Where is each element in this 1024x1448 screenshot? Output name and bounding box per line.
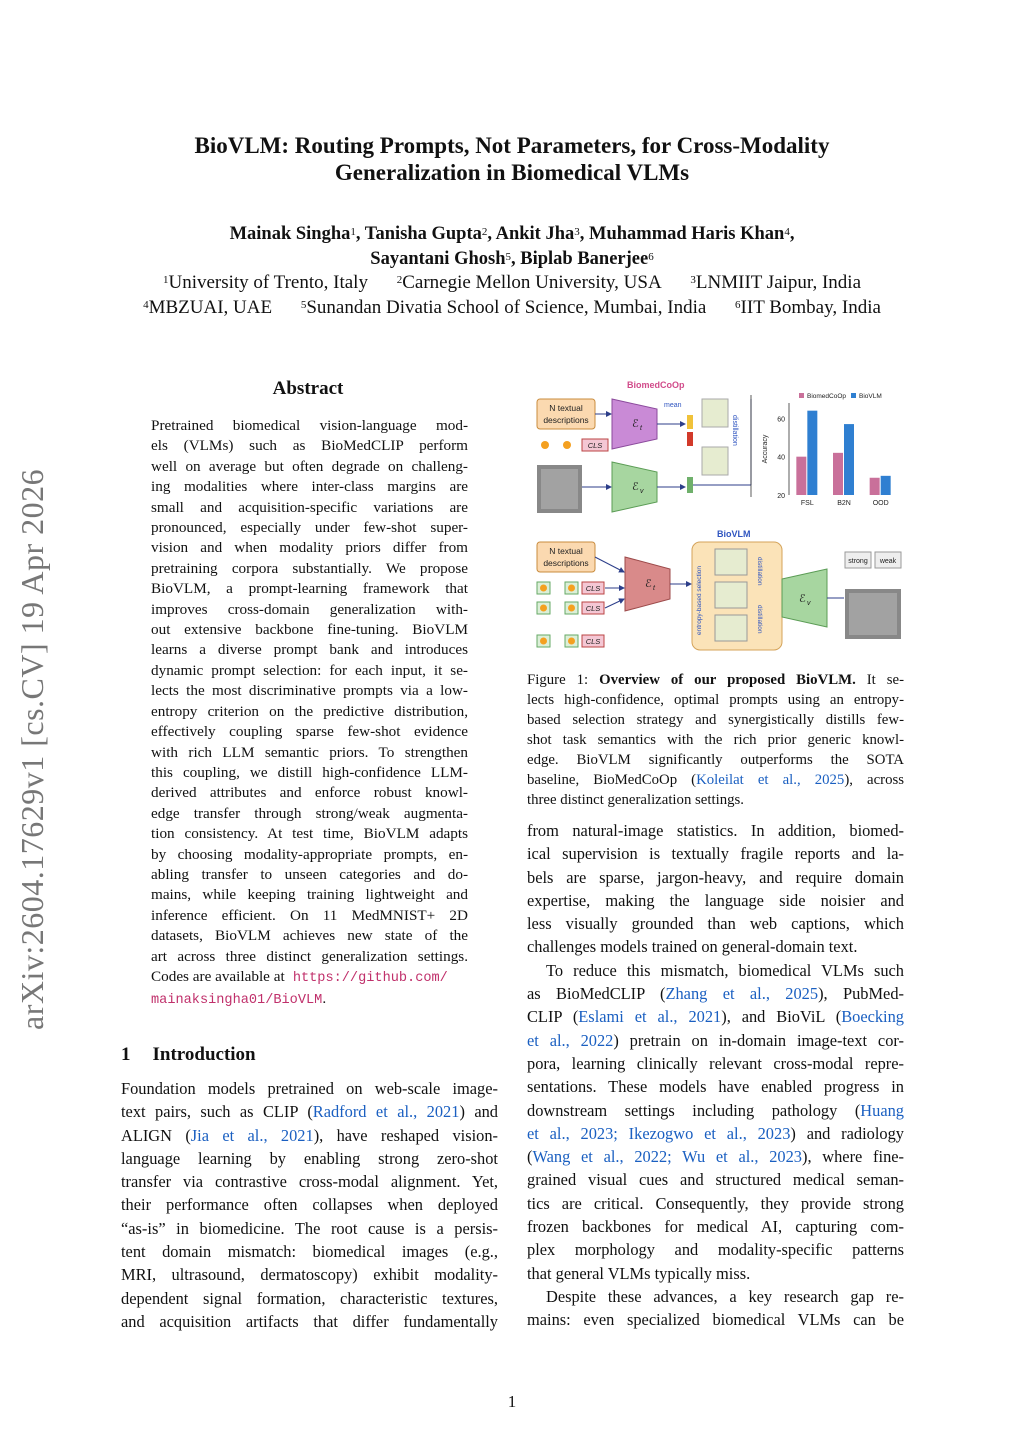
- text-span: grained visual cues and structured medical seman-: [527, 1170, 904, 1190]
- text-span: mains, while keeping training lightweight and: [151, 886, 468, 904]
- intro-column-left: [121, 1077, 498, 1333]
- bar-biomedcoop-b2n: [833, 453, 843, 495]
- svg-text:strong: strong: [848, 558, 868, 565]
- svg-text:N textual: N textual: [549, 546, 583, 556]
- text-span: by choosing modality-appropriate prompts, en-: [151, 845, 468, 863]
- text-line: [151, 824, 468, 844]
- text-span: inference efficient. On 11 MedMNIST+ 2D: [151, 906, 468, 924]
- svg-text:weak: weak: [879, 558, 897, 565]
- text-span: ), PubMed-: [818, 984, 904, 1004]
- caption-text: based selection strategy and synergistically distills few-: [527, 712, 904, 728]
- prompt-flame-icon: [541, 441, 549, 449]
- text-span: dynamic prompt selection: for each input, it se-: [151, 661, 468, 679]
- text-span: To reduce this mismatch, biomedical VLMs such: [546, 960, 904, 980]
- svg-text:descriptions: descriptions: [543, 415, 589, 425]
- page-number: 1: [507, 1392, 517, 1411]
- svg-text:CLS: CLS: [585, 584, 601, 593]
- text-span: this coupling, we distill high-confidence LLM-: [151, 763, 468, 781]
- text-line: [121, 1240, 498, 1263]
- section-number: 1: [121, 1044, 131, 1065]
- svg-text:distillation: distillation: [731, 415, 738, 446]
- text-line: [527, 1005, 904, 1028]
- title-line-2: Generalization in Biomedical VLMs: [334, 160, 690, 185]
- author-sup: 6: [648, 251, 654, 263]
- affiliation: IIT Bombay, India: [740, 297, 881, 318]
- text-span: Codes are available at: [151, 967, 285, 985]
- text-line: [527, 1215, 904, 1238]
- paper-title: [100, 132, 924, 186]
- text-span: Foundation models pretrained on web-scale image-: [121, 1079, 498, 1098]
- author-sup: 1: [350, 226, 356, 238]
- affil-sup: 4: [143, 299, 149, 311]
- citation-link[interactable]: et al., 2022: [527, 1030, 614, 1050]
- bar-biomedcoop-ood: [870, 478, 880, 495]
- text-line: mainaksingha01/BioVLM.: [151, 990, 327, 1009]
- text-span: out extensive backbone fine-tuning. BioVLM: [151, 621, 468, 639]
- text-line: [121, 1170, 498, 1193]
- text-line: [151, 804, 468, 824]
- code-url[interactable]: mainaksingha01/BioVLM: [151, 993, 323, 1009]
- text-span: art across three distinct generalization settings.: [151, 947, 468, 965]
- text-span: text pairs, such as CLIP (: [121, 1102, 313, 1122]
- author-list: Mainak Singha$^1$, Tanisha Gupta$^2$, Ankit Jha$^3$, Muhammad Haris Khan$^4$, Sayantani Ghosh$^5$, Biplab Banerjee$^6$: [229, 224, 795, 269]
- section-heading: [121, 1044, 256, 1066]
- citation-link[interactable]: Jia et al., 2021: [190, 1125, 314, 1145]
- citation-link[interactable]: Wang et al., 2022; Wu et al., 2023: [532, 1147, 802, 1167]
- text-line: [121, 1310, 498, 1333]
- abstract-body: [151, 416, 468, 1012]
- text-line: [121, 1077, 498, 1100]
- text-span: as BioMedCLIP (: [527, 984, 666, 1004]
- affiliation: University of Trento, Italy: [168, 272, 368, 293]
- text-span: sentations. These models have enabled progress in: [527, 1077, 904, 1097]
- bar-biovlm-fsl: [807, 411, 817, 495]
- svg-text:mean: mean: [664, 402, 682, 409]
- caption-text: edge. BioVLM significantly outperforms the SOTA: [527, 752, 904, 768]
- caption-label: Figure 1:: [527, 672, 589, 688]
- svg-text:distillation: distillation: [756, 605, 763, 634]
- text-line: [527, 1308, 904, 1331]
- text-span: challenges models trained on general-domain text.: [527, 937, 858, 957]
- svg-text:v: v: [807, 600, 811, 607]
- text-line: [527, 1145, 904, 1168]
- text-span: their performance often collapses when deployed: [121, 1195, 498, 1215]
- text-line: [527, 1238, 904, 1261]
- text-line: [121, 1147, 498, 1170]
- text-span: ) and radiology: [790, 1123, 904, 1143]
- text-line: [151, 477, 468, 497]
- author-sup: 2: [481, 226, 488, 238]
- author-name: Muhammad Haris Khan: [589, 224, 785, 244]
- text-span: less visually grounded than web captions, which: [527, 914, 904, 934]
- citation-link[interactable]: et al., 2023; Ikezogwo et al., 2023: [527, 1123, 791, 1143]
- text-line: [151, 640, 468, 660]
- author-name: Mainak Singha: [229, 224, 351, 244]
- text-line: [151, 722, 468, 742]
- accuracy-bar-chart: [762, 393, 891, 507]
- text-line: [151, 457, 468, 477]
- svg-text:ℰ: ℰ: [645, 578, 652, 590]
- y-axis-label: Accuracy: [762, 434, 769, 464]
- text-line: [527, 1029, 904, 1052]
- svg-text:distillation: distillation: [756, 557, 763, 586]
- svg-text:entropy-based selection: entropy-based selection: [696, 565, 703, 635]
- legend-swatch: [851, 393, 856, 398]
- text-span: with rich LLM semantic priors. To strengthen: [151, 743, 468, 761]
- text-span: and acquisition artifacts that differ fundamentally: [121, 1311, 498, 1331]
- citation-link[interactable]: Huang: [860, 1100, 904, 1120]
- text-span: ical supervision is textually fragile reports and la-: [527, 844, 904, 864]
- figure-caption: [527, 670, 904, 810]
- text-span: edge transfer through strong/weak augmenta-: [151, 804, 468, 822]
- text-line: [527, 982, 904, 1005]
- text-line: [151, 661, 468, 681]
- affiliation: Sunandan Divatia School of Science, Mumbai, India: [306, 297, 707, 318]
- text-span: entropy criterion on the predictive distribution,: [151, 702, 468, 720]
- text-line: [151, 559, 468, 579]
- intro-column-right: [527, 819, 904, 1332]
- caption-text: baseline, BioMedCoOp (: [527, 772, 697, 788]
- affil-sup: 3: [690, 274, 696, 286]
- affiliation: MBZUAI, UAE: [148, 297, 273, 318]
- text-line: [121, 1263, 498, 1286]
- text-span: dependent signal formation, characteristic textures,: [121, 1288, 498, 1308]
- text-span: ), where fine-: [801, 1147, 904, 1167]
- text-line: [527, 819, 904, 842]
- text-span: small and acquisition-specific variations are: [151, 498, 468, 516]
- text-span: that general VLMs typically miss.: [527, 1263, 751, 1283]
- affil-sup: 6: [735, 299, 741, 311]
- prompt-flame-icon: [563, 441, 571, 449]
- text-span: mains: even specialized biomedical VLMs can be: [527, 1310, 904, 1330]
- svg-text:descriptions: descriptions: [543, 558, 589, 568]
- citation-link[interactable]: Zhang et al., 2025: [665, 984, 819, 1004]
- text-line: [151, 865, 468, 885]
- svg-text:t: t: [640, 425, 642, 432]
- text-span: effectively coupling sparse few-shot evidence: [151, 723, 468, 741]
- svg-text:N textual: N textual: [549, 403, 583, 413]
- text-span: well on average but often degrade on challeng-: [151, 457, 468, 475]
- author-name: Tanisha Gupta: [364, 224, 482, 244]
- text-span: datasets, BioVLM achieves new state of the: [151, 927, 468, 945]
- text-span: learns a diverse prompt bank and introduces: [151, 641, 468, 659]
- author-sup: 5: [505, 251, 511, 263]
- text-line: [151, 436, 468, 456]
- text-line: [151, 947, 468, 967]
- figure-1-graphic: [527, 377, 907, 660]
- author-name: Biplab Banerjee: [520, 249, 649, 269]
- affiliation: Carnegie Mellon University, USA: [402, 272, 662, 293]
- text-line: [151, 702, 468, 722]
- text-span: transfer via contrastive cross-modal alignment. Yet,: [121, 1172, 498, 1192]
- text-line: [527, 1122, 904, 1145]
- x-tick-label: FSL: [800, 500, 814, 507]
- citation-link[interactable]: Koleilat et al., 2025: [696, 772, 845, 788]
- text-span: tion consistency. At test time, BioVLM adapts: [151, 825, 468, 843]
- citation-link[interactable]: Eslami et al., 2021: [578, 1007, 722, 1027]
- caption-text: lects high-confidence, optimal prompts using an entropy-: [527, 692, 904, 708]
- text-span: vision and when modality priors differ from: [151, 539, 468, 557]
- author-sup: 3: [574, 226, 580, 238]
- text-span: lects the most discriminative prompts via a low-: [151, 682, 468, 700]
- affiliations: [80, 270, 944, 320]
- affil-sup: 2: [396, 274, 403, 286]
- text-span: CLIP (: [527, 1007, 579, 1027]
- text-line: [151, 763, 468, 783]
- text-line: [151, 416, 468, 436]
- text-line: [151, 845, 468, 865]
- text-line: [151, 885, 468, 905]
- text-span: bels are sparse, jargon-heavy, and require domain: [527, 867, 904, 887]
- text-line: [121, 1287, 498, 1310]
- text-line: [527, 866, 904, 889]
- text-line: [151, 498, 468, 518]
- text-line: [527, 1052, 904, 1075]
- text-line: [151, 783, 468, 803]
- text-span: plex morphology and modality-specific patterns: [527, 1240, 904, 1260]
- text-line: [121, 1124, 498, 1147]
- text-line: [151, 579, 468, 599]
- text-line: [121, 1217, 498, 1240]
- text-span: from natural-image statistics. In addition, biomed-: [527, 821, 904, 840]
- section-title: Introduction: [152, 1044, 256, 1065]
- svg-text:v: v: [640, 488, 644, 495]
- text-span: ALIGN (: [121, 1125, 191, 1145]
- bar-biomedcoop-fsl: [796, 457, 806, 495]
- text-line: [527, 1262, 904, 1285]
- abstract-heading: Abstract: [272, 378, 344, 399]
- text-line: [151, 967, 468, 989]
- text-span: ), and BioViL (: [721, 1007, 842, 1027]
- affiliation: LNMIIT Jaipur, India: [695, 272, 862, 293]
- text-line: [527, 889, 904, 912]
- text-span: tent domain mismatch: biomedical images (e.g.,: [121, 1242, 498, 1262]
- text-span: BioVLM, a prompt-learning framework that: [151, 580, 468, 598]
- author-name: Sayantani Ghosh: [370, 249, 506, 269]
- caption-text: ), across: [844, 772, 904, 788]
- text-line: [527, 842, 904, 865]
- text-line: [527, 935, 904, 958]
- text-line: [151, 681, 468, 701]
- text-span: MRI, ultrasound, dermatoscopy) exhibit modality-: [121, 1265, 498, 1285]
- text-span: language learning by enabling strong zero-shot: [121, 1148, 498, 1168]
- text-line: [151, 926, 468, 946]
- text-line: [527, 1168, 904, 1191]
- text-line: [151, 600, 468, 620]
- prompt-bank: [537, 582, 604, 647]
- text-span: (: [527, 1147, 533, 1167]
- svg-text:CLS: CLS: [585, 604, 601, 613]
- y-tick-label: 60: [777, 416, 785, 424]
- y-tick-label: 20: [777, 493, 785, 500]
- text-line: [527, 1099, 904, 1122]
- affil-sup: 5: [300, 299, 307, 311]
- text-span: pora, learning clinically relevant cross-modal repre-: [527, 1053, 904, 1073]
- bar-biovlm-b2n: [844, 424, 854, 495]
- legend-label: BioVLM: [859, 393, 882, 400]
- text-line: [151, 518, 468, 538]
- affil-sup: 1: [162, 274, 169, 286]
- biomedcoop-label: BiomedCoOp: [627, 380, 685, 390]
- caption-bold: Overview of our proposed BioVLM.: [599, 672, 856, 688]
- text-span: improves cross-domain generalization with-: [151, 600, 468, 618]
- caption-text: It se-: [866, 672, 905, 688]
- code-url[interactable]: https://github.com/: [284, 970, 448, 986]
- text-span: els (VLMs) such as BioMedCLIP perform: [151, 437, 468, 455]
- text-span: ), have reshaped vision-: [313, 1125, 498, 1145]
- caption-text: three distinct generalization settings.: [527, 792, 744, 808]
- text-span: derived attributes and enforce robust knowl-: [151, 784, 468, 802]
- x-tick-label: B2N: [837, 500, 851, 507]
- figure-1: [527, 377, 907, 660]
- text-span: downstream settings including pathology (: [527, 1100, 861, 1120]
- text-line: [151, 743, 468, 763]
- text-line: [151, 620, 468, 640]
- svg-text:ℰ: ℰ: [799, 593, 806, 605]
- legend-label: BiomedCoOp: [807, 393, 847, 400]
- svg-text:t: t: [653, 585, 655, 592]
- x-tick-label: OOD: [872, 500, 889, 507]
- biovlm-label: BioVLM: [717, 529, 751, 539]
- text-line: [527, 912, 904, 935]
- arxiv-stamp: arXiv:2604.17629v1 [cs.CV] 19 Apr 2026: [14, 468, 50, 1030]
- text-span: ) and: [459, 1102, 498, 1122]
- legend-swatch: [799, 393, 804, 398]
- caption-text: shot task semantics with the rich prior generic knowl-: [527, 732, 904, 748]
- text-line: [151, 906, 468, 926]
- text-span: pronounced, especially under few-shot super-: [151, 519, 468, 537]
- text-span: ing modalities where inter-class margins are: [151, 478, 468, 496]
- text-span: Despite these advances, a key research gap re-: [546, 1286, 904, 1306]
- text-line: [527, 1075, 904, 1098]
- text-span: ) pretrain on in-domain image-text cor-: [613, 1030, 904, 1050]
- title-line-1: BioVLM: Routing Prompts, Not Parameters, for Cross-Modality: [194, 133, 830, 158]
- text-span: Pretrained biomedical vision-language mod-: [151, 417, 468, 434]
- text-line: [121, 1100, 498, 1123]
- text-line: [121, 1193, 498, 1216]
- author-sup: 4: [784, 226, 790, 238]
- text-line: [527, 1192, 904, 1215]
- svg-text:ℰ: ℰ: [632, 481, 639, 493]
- text-span: tics are critical. Consequently, they provide strong: [527, 1193, 904, 1213]
- text-span: frozen backbones for medical AI, capturing com-: [527, 1217, 904, 1237]
- text-span: abling transfer to unseen categories and do-: [151, 865, 468, 883]
- text-span: pretraining corpora substantially. We propose: [151, 559, 468, 577]
- text-line: [527, 959, 904, 982]
- svg-text:CLS: CLS: [587, 441, 603, 450]
- citation-link[interactable]: Radford et al., 2021: [312, 1102, 460, 1122]
- text-span: “as-is” in biomedicine. The root cause is a persis-: [121, 1218, 498, 1238]
- svg-text:CLS: CLS: [585, 637, 601, 646]
- text-span: expertise, making the language side noisier and: [527, 890, 904, 910]
- bar-biovlm-ood: [881, 476, 891, 495]
- text-line: [527, 1285, 904, 1308]
- author-name: Ankit Jha: [495, 224, 575, 244]
- y-tick-label: 40: [777, 454, 785, 462]
- text-line: [151, 538, 468, 558]
- citation-link[interactable]: Boecking: [841, 1007, 905, 1027]
- svg-text:ℰ: ℰ: [632, 418, 639, 430]
